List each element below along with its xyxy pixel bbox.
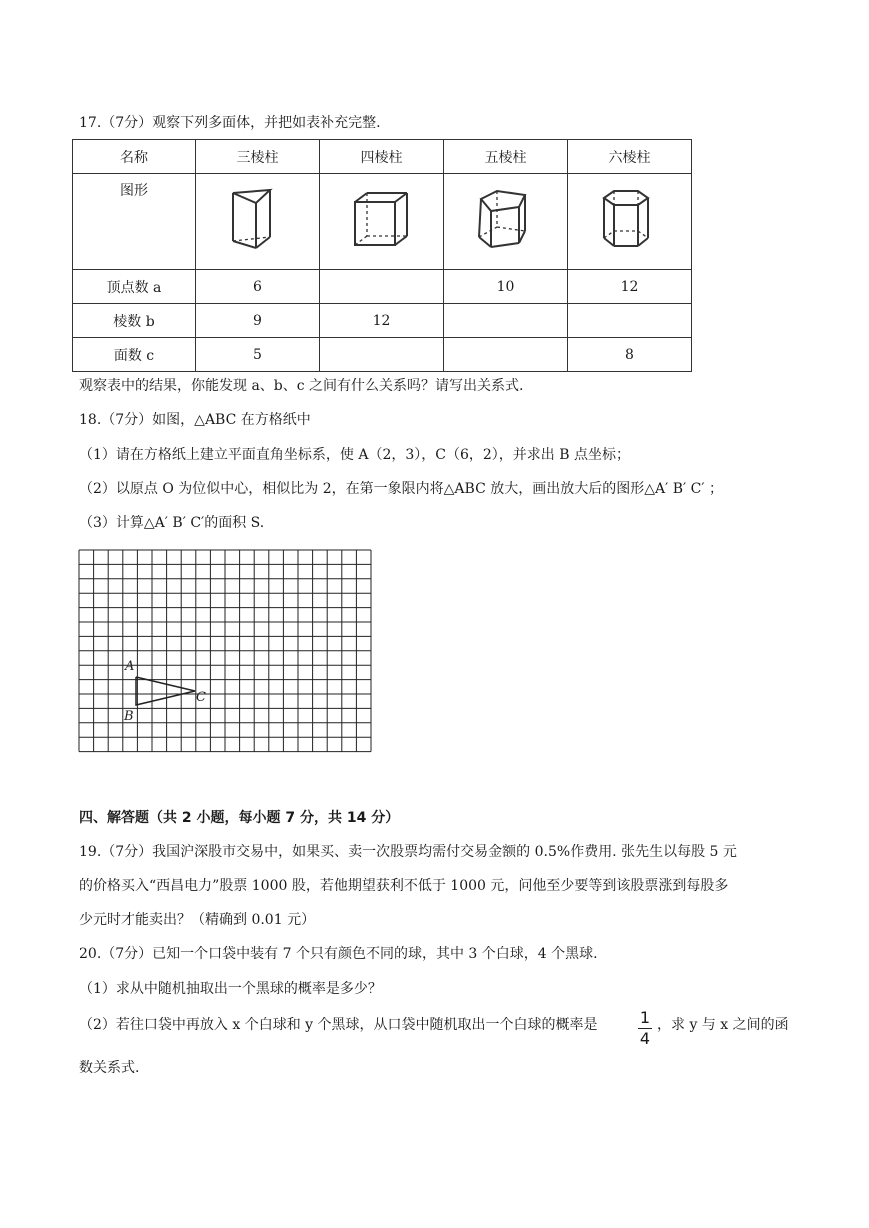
q19-line3: 少元时才能卖出？（精确到 0.01 元） [79, 912, 316, 928]
q18-part1: （1）请在方格纸上建立平面直角坐标系，使 A（2，3），C（6，2），并求出 B 点坐标； [79, 447, 630, 463]
q18-part3: （3）计算△A′ B′ C′的面积 S. [79, 515, 265, 531]
q20-part2-b: ，求 y 与 x 之间的函 [657, 1017, 789, 1033]
header-triangular-prism: 三棱柱 [196, 140, 320, 174]
table-cell: 5 [196, 338, 320, 372]
table-cell: 6 [196, 270, 320, 304]
row-label: 顶点数 a [73, 270, 196, 304]
q20-title: 20.（7分）已知一个口袋中装有 7 个只有颜色不同的球，其中 3 个白球，4 个黑球. [79, 946, 598, 962]
q17-question: 观察表中的结果，你能发现 a、b、c 之间有什么关系吗？请写出关系式. [79, 378, 524, 394]
quadrangular-prism-figure [320, 174, 444, 270]
label-c: C [196, 690, 206, 705]
q18-title: 18.（7分）如图，△ABC 在方格纸中 [79, 412, 311, 428]
header-pentagonal-prism: 五棱柱 [444, 140, 568, 174]
q20-part1: （1）求从中随机抽取出一个黑球的概率是多少？ [79, 981, 382, 997]
header-hexagonal-prism: 六棱柱 [568, 140, 692, 174]
table-cell: 8 [568, 338, 692, 372]
table-cell: 10 [444, 270, 568, 304]
fraction-numerator: 1 [639, 1008, 651, 1027]
table-cell [320, 338, 444, 372]
fraction-denominator: 4 [639, 1029, 651, 1048]
section-heading: 四、解答题（共 2 小题，每小题 7 分，共 14 分） [79, 810, 400, 826]
grid-paper [78, 549, 372, 757]
figure-label: 图形 [73, 174, 196, 270]
label-b: B [124, 709, 134, 724]
q19-line2: 的价格买入“西昌电力”股票 1000 股，若他期望获利不低于 1000 元，问他至少要等到该股票涨到每股多 [79, 878, 729, 894]
pentagonal-prism-figure [444, 174, 568, 270]
table-figure-row [73, 174, 692, 270]
hexagonal-prism-figure [568, 174, 692, 270]
triangle-abc [136, 677, 195, 705]
q20-part2-c: 数关系式. [79, 1060, 140, 1076]
table-cell: 9 [196, 304, 320, 338]
header-quadrangular-prism: 四棱柱 [320, 140, 444, 174]
q19-line1: 19.（7分）我国沪深股市交易中，如果买、卖一次股票均需付交易金额的 0.5%作费用. 张先生以每股 5 元 [79, 844, 737, 860]
q18-part2: （2）以原点 O 为位似中心，相似比为 2，在第一象限内将△ABC 放大，画出放大后的图形△A′ B′ C′ ； [79, 481, 723, 497]
table-row-edges [73, 304, 692, 338]
fraction-one-quarter [638, 1009, 652, 1048]
table-header-row [73, 140, 692, 174]
q17-title: 17.（7分）观察下列多面体，并把如表补充完整. [79, 115, 381, 131]
table-cell [444, 338, 568, 372]
table-cell: 12 [568, 270, 692, 304]
triangular-prism-figure [196, 174, 320, 270]
table-cell: 12 [320, 304, 444, 338]
row-label: 面数 c [73, 338, 196, 372]
q20-part2-a: （2）若往口袋中再放入 x 个白球和 y 个黑球，从口袋中随机取出一个白球的概率是 [79, 1017, 598, 1033]
table-cell [568, 304, 692, 338]
header-name: 名称 [73, 140, 196, 174]
label-a: A [125, 659, 135, 674]
table-row-faces [73, 338, 692, 372]
table-row-vertices [73, 270, 692, 304]
row-label: 棱数 b [73, 304, 196, 338]
table-cell [320, 270, 444, 304]
polyhedra-table [72, 139, 692, 372]
table-cell [444, 304, 568, 338]
